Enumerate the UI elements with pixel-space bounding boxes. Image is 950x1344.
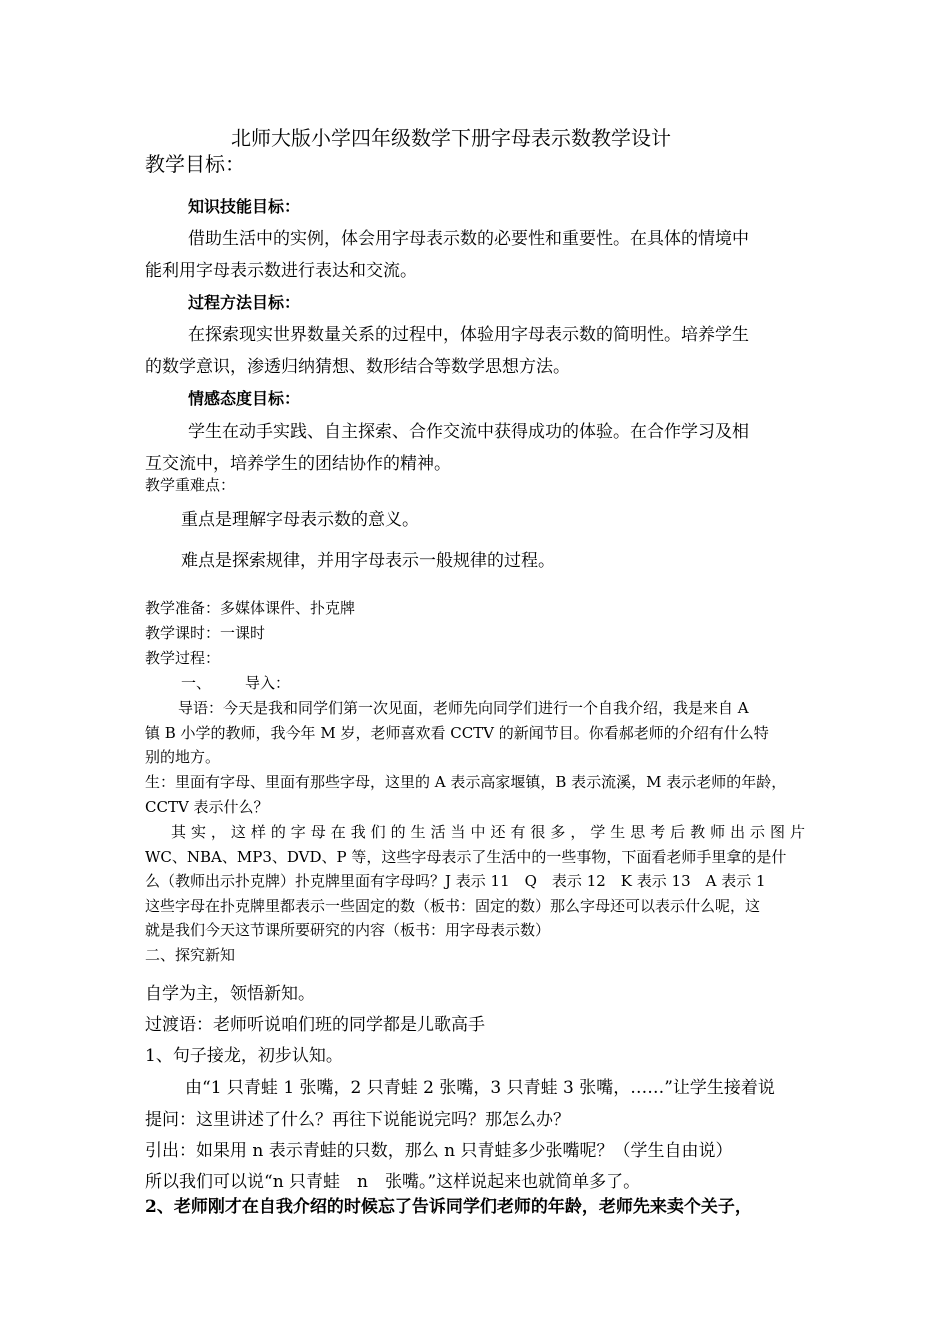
emotion-goal-line-2: 互交流中，培养学生的团结协作的精神。 — [145, 454, 451, 474]
intro-line-10: 就是我们今天这节课所要研究的内容（板书：用字母表示数） — [145, 921, 551, 939]
intro-line-3: 别的地方。 — [145, 748, 221, 766]
teaching-preparation: 教学准备：多媒体课件、扑克牌 — [145, 599, 356, 617]
frog-line-1: 由“1 只青蛙 1 张嘴，2 只青蛙 2 张嘴，3 只青蛙 3 张嘴，……”让学生接着说 — [185, 1078, 775, 1098]
document-title: 北师大版小学四年级数学下册字母表示数教学设计 — [231, 126, 671, 150]
frog-line-4: 所以我们可以说“n 只青蛙 n 张嘴。”这样说起来也就简单多了。 — [145, 1172, 641, 1192]
key-point: 重点是理解字母表示数的意义。 — [181, 510, 419, 530]
transition-line: 过渡语：老师听说咱们班的同学都是儿歌高手 — [145, 1015, 485, 1035]
intro-line-9: 这些字母在扑克牌里都表示一些固定的数（板书：固定的数）那么字母还可以表示什么呢，这 — [145, 897, 761, 915]
key-difficult-heading: 教学重难点： — [145, 476, 236, 494]
intro-line-7: WC、NBA、MP3、DVD、P 等，这些字母表示了生活中的一些事物，下面看老师手里拿的是什 — [145, 848, 787, 866]
teaching-process-heading: 教学过程： — [145, 649, 221, 667]
intro-line-6: 其实，这样的字母在我们的生活当中还有很多，学生思考后教师出示图片 — [171, 823, 805, 841]
difficult-point: 难点是探索规律，并用字母表示一般规律的过程。 — [181, 551, 555, 571]
process-goal-line-2: 的数学意识，渗透归纳猜想、数形结合等数学思想方法。 — [145, 357, 570, 377]
emotion-goal-line-1: 学生在动手实践、自主探索、合作交流中获得成功的体验。在合作学习及相 — [188, 422, 749, 442]
intro-line-8: 么（教师出示扑克牌）扑克牌里面有字母吗？J 表示 11 Q 表示 12 K 表示 13 A 表示 1 — [145, 872, 766, 890]
intro-line-5: CCTV 表示什么？ — [145, 798, 269, 816]
frog-line-2: 提问：这里讲述了什么？再往下说能说完吗？那怎么办？ — [145, 1110, 570, 1130]
knowledge-goal-heading: 知识技能目标： — [188, 197, 301, 216]
section-1-title: 导入： — [245, 674, 291, 692]
frog-line-3: 引出：如果用 n 表示青蛙的只数，那么 n 只青蛙多少张嘴呢？（学生自由说） — [145, 1141, 733, 1161]
goals-heading: 教学目标： — [145, 152, 245, 176]
teaching-hours: 教学课时：一课时 — [145, 624, 266, 642]
process-goal-line-1: 在探索现实世界数量关系的过程中，体验用字母表示数的简明性。培养学生 — [188, 325, 749, 345]
intro-line-1: 导语：今天是我和同学们第一次见面，老师先向同学们进行一个自我介绍，我是来自 A — [178, 699, 749, 717]
item-2-line: 2、老师刚才在自我介绍的时候忘了告诉同学们老师的年龄，老师先来卖个关子， — [145, 1197, 752, 1217]
item-1-heading: 1、句子接龙，初步认知。 — [145, 1046, 343, 1066]
section-2-heading: 二、探究新知 — [145, 946, 236, 964]
intro-line-2: 镇 B 小学的教师，我今年 M 岁，老师喜欢看 CCTV 的新闻节目。你看郝老师的介绍有什么特 — [145, 724, 769, 742]
section-1-number: 一、 — [181, 674, 212, 692]
process-goal-heading: 过程方法目标： — [188, 293, 301, 312]
intro-line-4: 生：里面有字母、里面有那些字母，这里的 A 表示高家堰镇，B 表示流溪，M 表示老师的年龄， — [145, 773, 787, 791]
knowledge-goal-line-2: 能利用字母表示数进行表达和交流。 — [145, 261, 417, 281]
self-study: 自学为主，领悟新知。 — [145, 984, 315, 1004]
emotion-goal-heading: 情感态度目标： — [188, 389, 301, 408]
knowledge-goal-line-1: 借助生活中的实例，体会用字母表示数的必要性和重要性。在具体的情境中 — [188, 229, 749, 249]
